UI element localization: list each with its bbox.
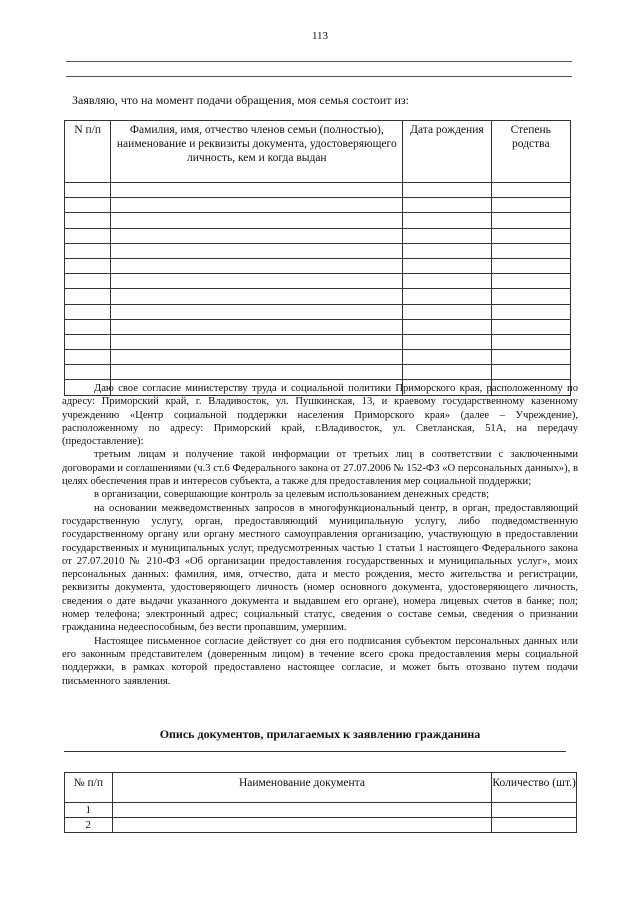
family-table-row [65,274,571,289]
family-relationship-cell[interactable] [491,350,570,365]
family-birth-date-cell[interactable] [403,183,491,198]
family-table-row [65,198,571,213]
family-full-name-cell[interactable] [111,350,403,365]
inv-col-number: № п/п [65,773,113,803]
family-table-row [65,243,571,258]
family-full-name-cell[interactable] [111,243,403,258]
consent-paragraph: Настоящее письменное согласие действует со дня его подписания субъектом персональных данных или его законным представителем (доверенным лицом) в течение всего срока предоставления меры социальной поддержки, в рамках которой предоставлено настоящее согласие, и может быть отозвано путем подачи письменного заявления. [62,635,578,687]
consent-text [62,382,578,688]
family-number-cell[interactable] [65,258,111,273]
inventory-quantity-cell[interactable] [492,803,577,818]
consent-paragraph: третьим лицам и получение такой информации от третьих лиц в соответствии с заключенными договорами и соглашениями (ч.3 ст.6 Федерального закона от 27.07.2006 № 152-ФЗ «О персональных данных»), в целях обеспечения прав и интересов субъекта, а также для предоставления мер социальной поддержки; [62,449,578,488]
family-number-cell[interactable] [65,183,111,198]
inventory-rule [64,751,566,752]
family-number-cell[interactable] [65,319,111,334]
family-table-row [65,258,571,273]
family-full-name-cell[interactable] [111,304,403,319]
family-number-cell[interactable] [65,334,111,349]
family-full-name-cell[interactable] [111,258,403,273]
family-table-row [65,365,571,380]
family-relationship-cell[interactable] [491,365,570,380]
family-table-row [65,350,571,365]
family-birth-date-cell[interactable] [403,289,491,304]
family-relationship-cell[interactable] [491,319,570,334]
family-relationship-cell[interactable] [491,334,570,349]
family-relationship-cell[interactable] [491,304,570,319]
family-relationship-cell[interactable] [491,228,570,243]
family-table-row [65,319,571,334]
family-number-cell[interactable] [65,365,111,380]
family-table [64,120,571,396]
family-full-name-cell[interactable] [111,274,403,289]
family-number-cell[interactable] [65,198,111,213]
family-full-name-cell[interactable] [111,213,403,228]
family-birth-date-cell[interactable] [403,228,491,243]
family-birth-date-cell[interactable] [403,213,491,228]
family-full-name-cell[interactable] [111,183,403,198]
family-birth-date-cell[interactable] [403,350,491,365]
family-birth-date-cell[interactable] [403,198,491,213]
family-relationship-cell[interactable] [491,258,570,273]
family-birth-date-cell[interactable] [403,243,491,258]
inventory-row [65,803,577,818]
family-relationship-cell[interactable] [491,183,570,198]
family-relationship-cell[interactable] [491,213,570,228]
family-number-cell[interactable] [65,350,111,365]
family-table-row [65,304,571,319]
family-relationship-cell[interactable] [491,243,570,258]
col-relationship: Степень родства [491,121,570,183]
inventory-table [64,772,577,833]
family-birth-date-cell[interactable] [403,304,491,319]
family-full-name-cell[interactable] [111,319,403,334]
top-rule-2 [66,76,572,77]
family-table-row [65,183,571,198]
inventory-document-cell[interactable] [112,803,492,818]
family-relationship-cell[interactable] [491,198,570,213]
family-table-row [65,213,571,228]
page-number: 113 [311,30,329,42]
inventory-document-cell[interactable] [112,818,492,833]
family-full-name-cell[interactable] [111,198,403,213]
inventory-row [65,818,577,833]
family-table-row [65,289,571,304]
family-table-row [65,228,571,243]
inventory-row-number: 2 [65,818,113,833]
family-birth-date-cell[interactable] [403,365,491,380]
family-number-cell[interactable] [65,274,111,289]
family-birth-date-cell[interactable] [403,258,491,273]
inv-col-document-name: Наименование документа [112,773,492,803]
family-number-cell[interactable] [65,228,111,243]
family-full-name-cell[interactable] [111,289,403,304]
family-full-name-cell[interactable] [111,228,403,243]
inventory-row-number: 1 [65,803,113,818]
inventory-quantity-cell[interactable] [492,818,577,833]
inventory-table-header [65,773,577,803]
col-birth-date: Дата рождения [403,121,491,183]
inv-col-quantity: Количество (шт.) [492,773,577,803]
intro-statement: Заявляю, что на момент подачи обращения, моя семья состоит из: [72,93,409,107]
family-birth-date-cell[interactable] [403,319,491,334]
family-table-header [65,121,571,183]
family-number-cell[interactable] [65,213,111,228]
family-relationship-cell[interactable] [491,289,570,304]
consent-paragraph: на основании межведомственных запросов в многофункциональный центр, в орган, предоставляющий государственную услугу, орган, предоставляющий муниципальную услугу, либо подведомственную государственному органу или органу местного самоуправления организацию, участвующую в предоставлении государственных и муниципальных услуг, предусмотренных частью 1 статьи 1 настоящего Федерального закона от 27.07.2010 № 210-ФЗ «Об организации предоставления государственных и муниципальных услуг», моих персональных данных: фамилия, имя, отчество, дата и место рождения, место жительства и регистрации, реквизиты документа, удостоверяющего личность (номер основного документа, удостоверяющего личность, сведения о дате выдачи указанного документа и выдавшем его органе), номера лицевых счетов в банке; пол; номер телефона; электронный адрес; социальный статус, сведения о составе семьи, сведения о признании гражданина недееспособным, без вести пропавшим, умершим. [62,502,578,634]
family-birth-date-cell[interactable] [403,334,491,349]
col-number: N п/п [65,121,111,183]
family-relationship-cell[interactable] [491,274,570,289]
consent-paragraph: в организации, совершающие контроль за целевым использованием денежных средств; [94,489,490,501]
family-birth-date-cell[interactable] [403,274,491,289]
family-number-cell[interactable] [65,304,111,319]
family-full-name-cell[interactable] [111,365,403,380]
consent-paragraph: Даю свое согласие министерству труда и социальной политики Приморского края, расположенному по адресу: Приморский край, г. Владивосток, ул. Пушкинская, 13, и краевому государственному казенному учреждению «Центр социальной поддержки населения Приморского края» (далее – Учреждение), расположенному по адресу: Приморский край, г.Владивосток, ул. Светланская, 51А, на передачу (предоставление): [62,383,578,448]
inventory-title: Опись документов, прилагаемых к заявлению гражданина [159,727,481,741]
family-table-body [65,183,571,396]
col-full-name: Фамилия, имя, отчество членов семьи (полностью), наименование и реквизиты документа, удостоверяющего личность, кем и когда выдан [111,121,403,183]
family-table-row [65,334,571,349]
family-full-name-cell[interactable] [111,334,403,349]
family-number-cell[interactable] [65,243,111,258]
top-rule-1 [66,61,572,62]
family-number-cell[interactable] [65,289,111,304]
